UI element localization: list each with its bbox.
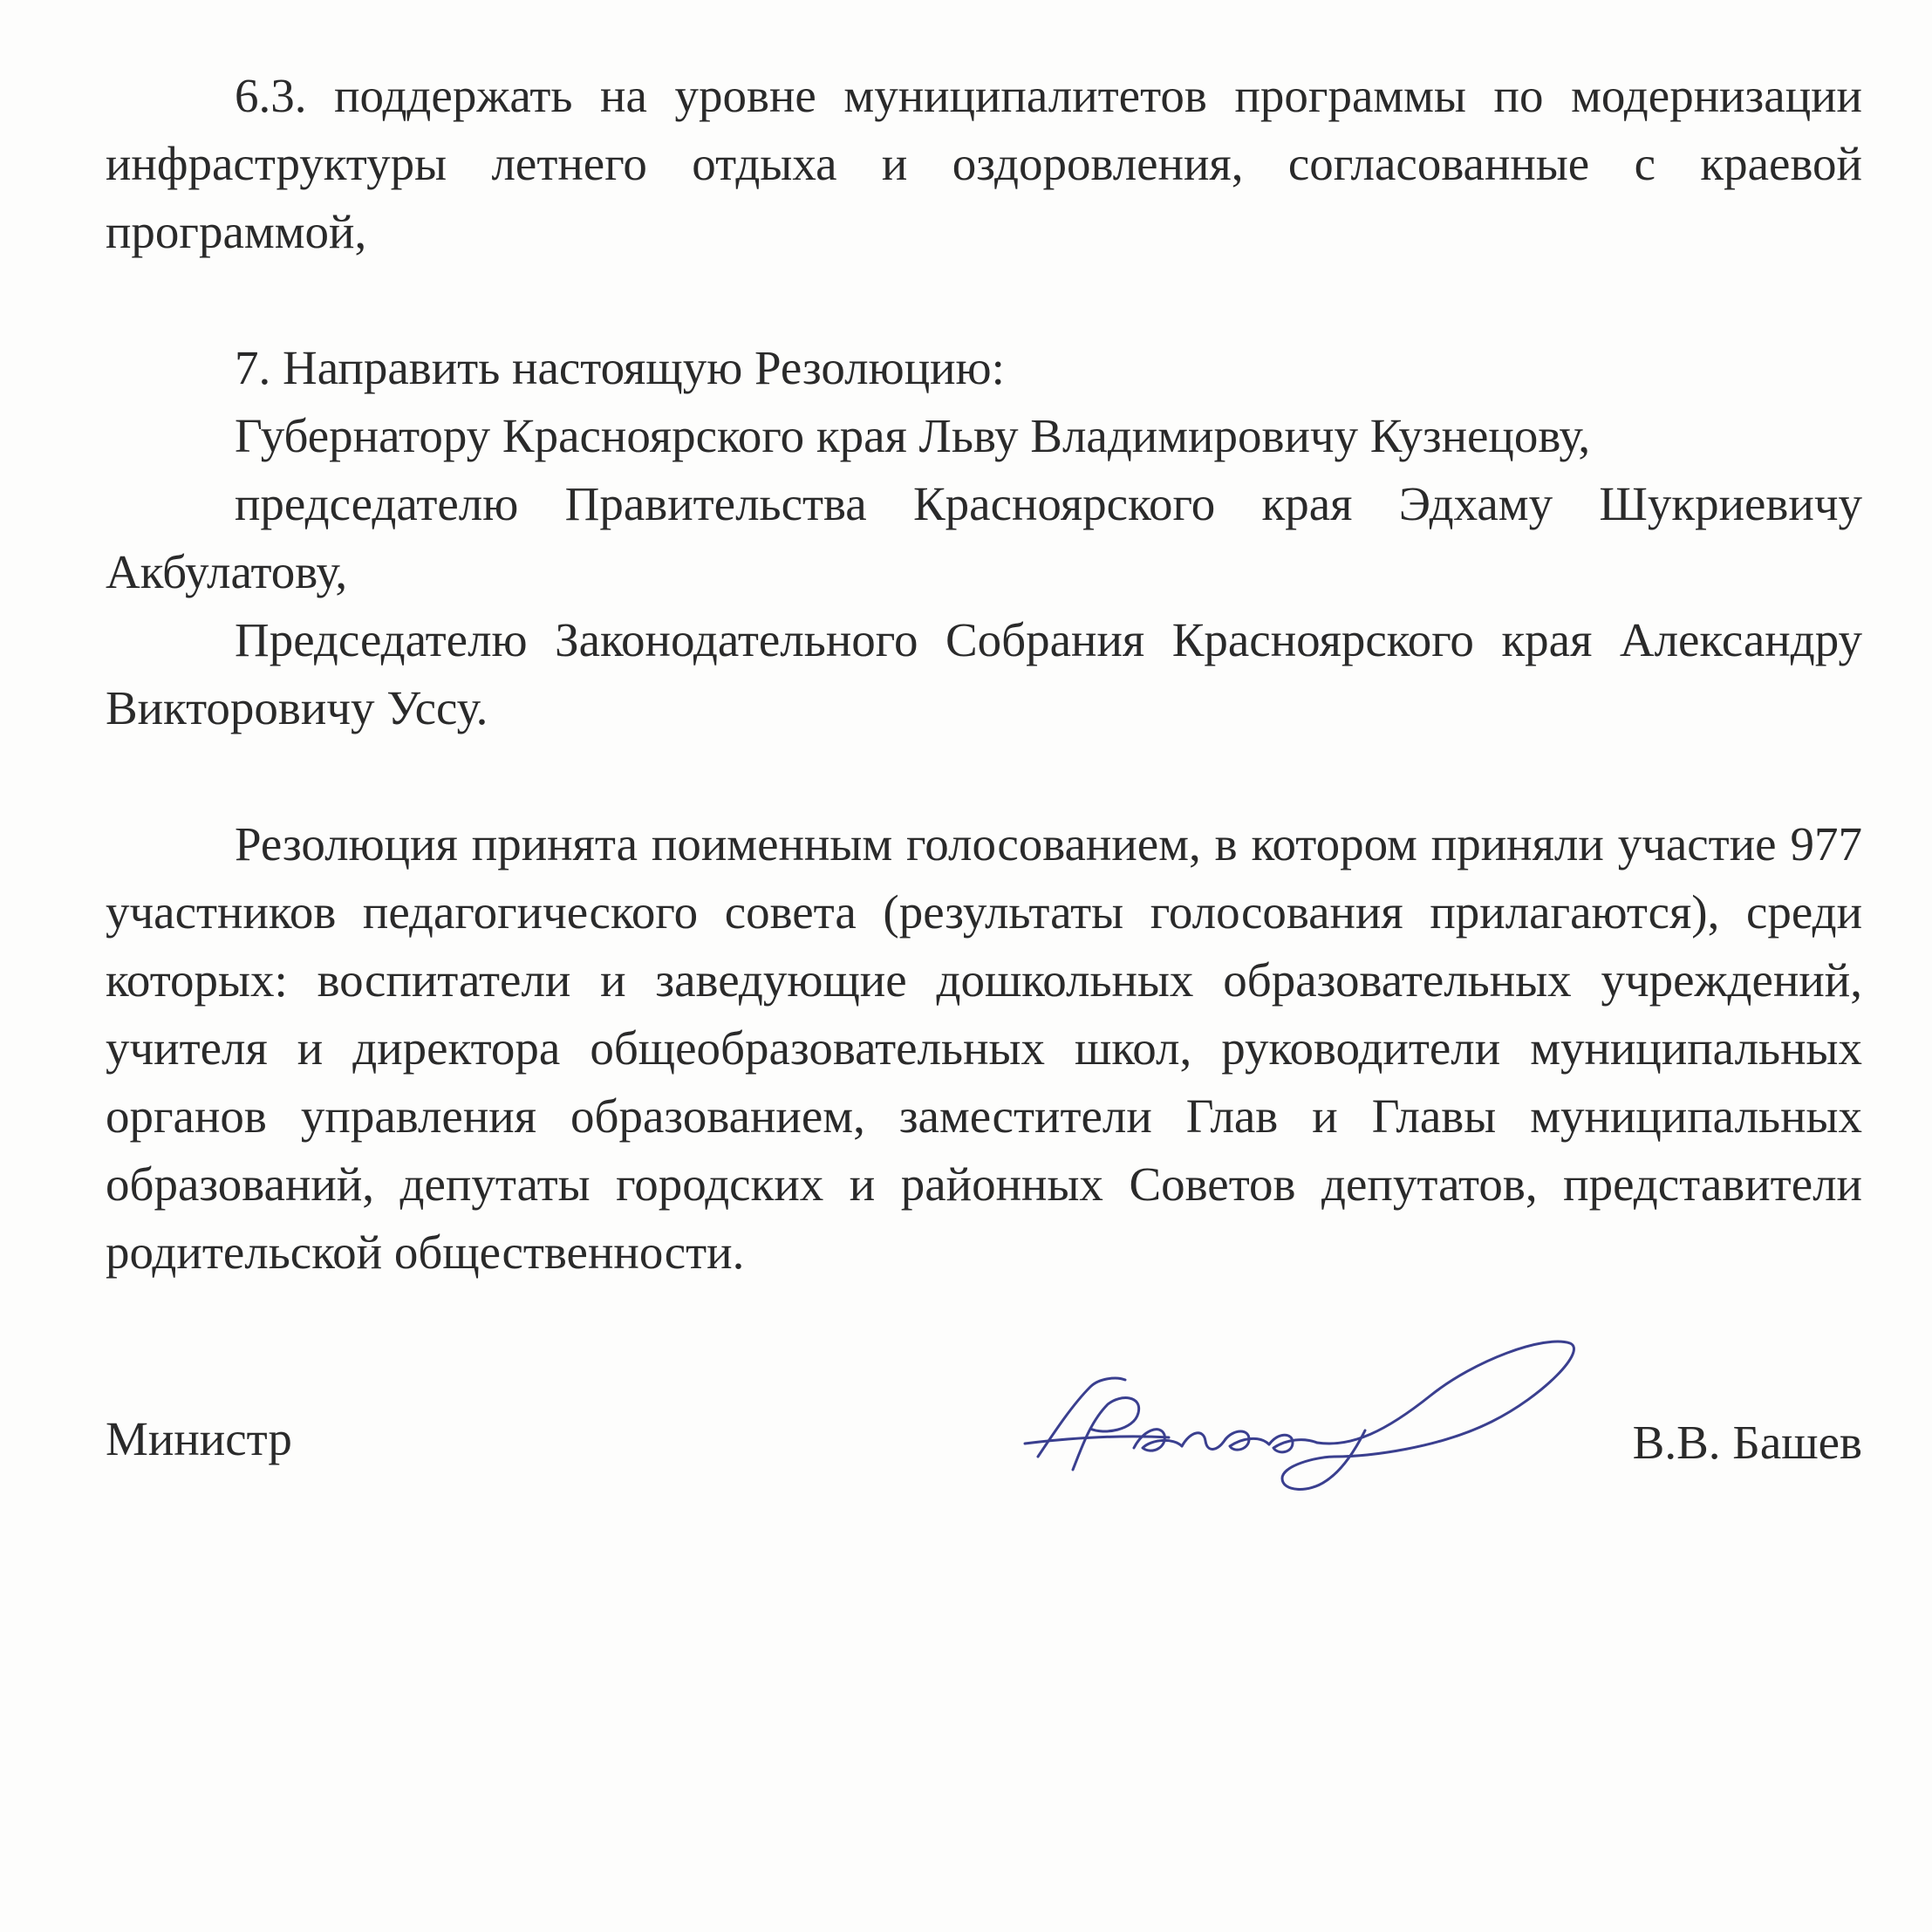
clause-7: 7. Направить настоящую Резолюцию: bbox=[235, 341, 1005, 394]
paragraph-gap bbox=[106, 742, 1862, 810]
vote-paragraph: Резолюция принята поименным голосованием, в котором приняли участие 977 участников педагогического совета (результаты голосования прилагаются), среди которых: воспитатели и заведующие дошкольных образовательных учреждений, учителя и директора общеобразовательных школ, руководители муниципальных органов управления образованием, заместители Глав и Главы муниципальных образований, депутаты городских и районных Советов депутатов, представители родительской общественности. bbox=[106, 817, 1862, 1279]
signer-position: Министр bbox=[106, 1412, 292, 1465]
recipient-governor: Губернатору Красноярского края Льву Владимировичу Кузнецову, bbox=[235, 409, 1591, 462]
signer-name: В.В. Башев bbox=[1632, 1416, 1862, 1469]
paragraph-gap bbox=[106, 266, 1862, 334]
clause-6-3: 6.3. поддержать на уровне муниципалитетов программы по модернизации инфраструктуры летнего отдыха и оздоровления, согласованные с краевой программой, bbox=[106, 69, 1862, 258]
recipient-assembly-chair: Председателю Законодательного Собрания Красноярского края Александру Викторовичу Уссу. bbox=[106, 613, 1862, 734]
recipient-government-chair: председателю Правительства Красноярского края Эдхаму Шукриевичу Акбулатову, bbox=[106, 477, 1862, 598]
resolution-text bbox=[106, 62, 1862, 1287]
signature-block bbox=[106, 1396, 1862, 1500]
